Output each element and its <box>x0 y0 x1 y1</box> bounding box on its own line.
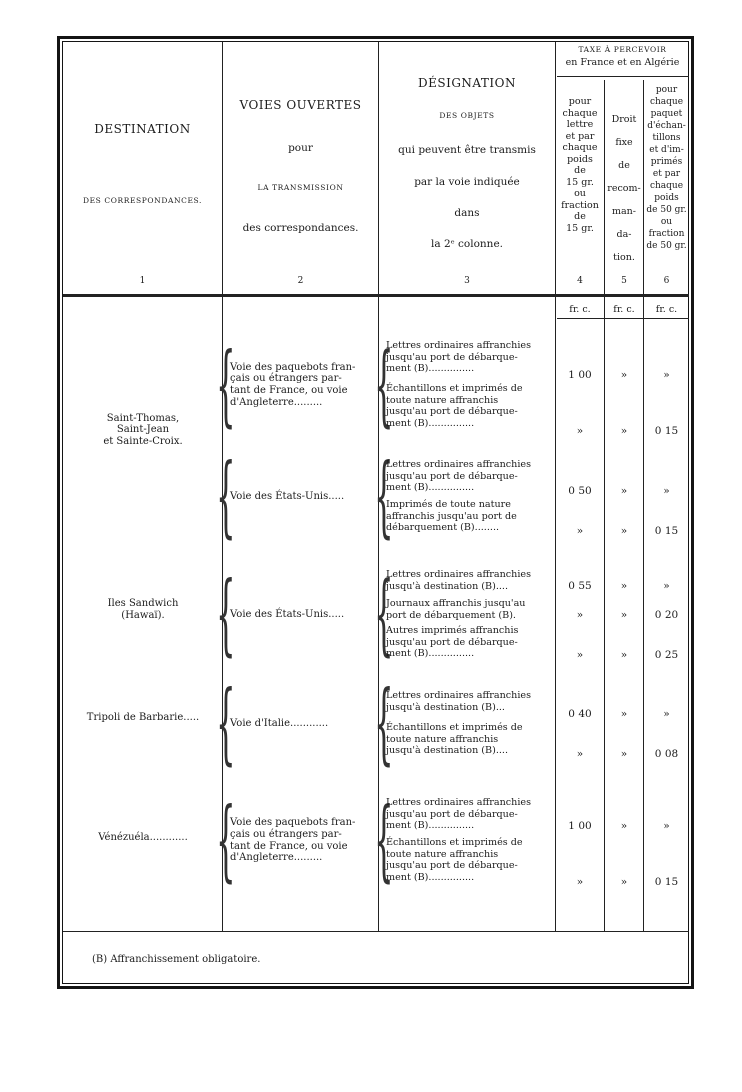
header-col-number-2: 2 <box>297 276 304 286</box>
value-c5: » <box>620 820 628 832</box>
header-designation-line2: DES OBJETS <box>439 111 495 120</box>
route-cell <box>230 609 375 621</box>
col4-header-line: chaque <box>562 107 598 119</box>
unit-col4: fr. c. <box>569 304 591 315</box>
object-line: ment (B)............... <box>386 820 475 832</box>
col4-header-line: 15 gr. <box>566 176 594 188</box>
header-voies-title: VOIES OUVERTES <box>239 98 362 112</box>
object-line: ment (B)............... <box>386 482 475 494</box>
header-col-number-6: 6 <box>663 276 670 286</box>
col6-header-line: d'échan- <box>647 121 686 131</box>
value-c4: » <box>576 649 584 661</box>
object-line: débarquement (B)........ <box>386 522 500 534</box>
value-c5: » <box>620 369 628 381</box>
value-c5: » <box>620 649 628 661</box>
header-col6-text <box>644 84 689 252</box>
object-line: port de débarquement (B). <box>386 609 516 621</box>
col6-header-line: et par <box>652 169 681 179</box>
object-cell <box>386 625 549 660</box>
value-c4: » <box>576 609 584 621</box>
value-c4: 0 55 <box>568 580 592 592</box>
taxe-rule <box>557 76 689 77</box>
value-c5: » <box>620 609 628 621</box>
col6-header-line: primés <box>650 157 683 167</box>
header-destination-title: DESTINATION <box>94 122 191 136</box>
value-c6: » <box>663 485 670 497</box>
object-line: jusqu'au port de débarque- <box>386 351 518 363</box>
value-c4: » <box>576 748 584 760</box>
object-cell <box>386 569 549 592</box>
header-col4-text <box>556 96 604 234</box>
object-line: jusqu'au port de débarque- <box>386 470 518 482</box>
col5-header-line: fixe <box>615 137 633 148</box>
value-c4: » <box>576 876 584 888</box>
col4-header-line: pour <box>568 96 592 107</box>
object-line: Autres imprimés affranchis <box>386 625 519 636</box>
object-cell <box>386 340 549 375</box>
object-cell <box>386 690 549 713</box>
value-c4: 0 50 <box>568 485 592 497</box>
col4-header-line: de <box>574 211 586 222</box>
header-designation-line3: qui peuvent être transmis <box>398 144 536 156</box>
col5-header-line: recom- <box>607 183 641 194</box>
value-c4: 1 00 <box>568 369 592 381</box>
value-c4: 1 00 <box>568 820 592 832</box>
object-brace: { <box>374 562 394 666</box>
col4-header-line: chaque <box>562 142 598 153</box>
left-brace: { <box>216 788 236 892</box>
header-col5-text <box>605 108 643 269</box>
object-line: jusqu'à destination (B).... <box>386 580 509 592</box>
object-cell <box>386 722 549 757</box>
object-line: Lettres ordinaires affranchies <box>386 797 532 808</box>
object-line: Échantillons et imprimés de <box>386 383 523 394</box>
header-designation-line6: la 2ᵉ colonne. <box>431 238 503 250</box>
destination-cell <box>64 413 222 448</box>
value-c6: 0 15 <box>654 525 679 537</box>
object-line: jusqu'au port de débarque- <box>386 860 518 872</box>
col4-header-line: poids <box>567 153 593 165</box>
destination-cell <box>64 832 222 844</box>
route-line: Voie des paquebots fran- <box>230 361 356 373</box>
col6-header-line: ou <box>660 217 673 227</box>
object-line: ment (B)............... <box>386 363 475 375</box>
left-brace: { <box>216 332 236 436</box>
object-brace: { <box>374 671 394 775</box>
object-brace: { <box>374 788 394 892</box>
col4-header-line: lettre <box>566 119 594 130</box>
header-bottom-rule <box>63 294 689 297</box>
destination-cell <box>64 598 222 622</box>
col6-header-line: de 50 gr. <box>646 241 687 251</box>
destination-line: et Sainte-Croix. <box>103 436 183 448</box>
object-brace: { <box>374 332 394 436</box>
col6-header-line: de 50 gr. <box>646 205 687 215</box>
col6-header-line: chaque <box>649 181 684 191</box>
route-line: çais ou étrangers par- <box>230 828 342 840</box>
object-line: Lettres ordinaires affranchies <box>386 459 532 470</box>
value-c6: 0 08 <box>654 748 679 760</box>
unit-col6: fr. c. <box>655 304 678 315</box>
col6-header-line: tillons <box>652 133 681 143</box>
object-line: jusqu'à destination (B).... <box>386 745 509 757</box>
value-c4: » <box>576 425 584 437</box>
header-designation-line4: par la voie indiquée <box>414 176 520 188</box>
value-c5: » <box>620 485 628 497</box>
object-line: jusqu'au port de débarque- <box>386 636 518 648</box>
object-line: Lettres ordinaires affranchies <box>386 690 532 701</box>
footnote-rule <box>63 931 689 932</box>
route-line: çais ou étrangers par- <box>230 373 342 385</box>
destination-line: Iles Sandwich <box>107 598 179 610</box>
value-c5: » <box>620 708 628 720</box>
object-line: Lettres ordinaires affranchies <box>386 340 532 351</box>
object-brace: { <box>374 444 394 548</box>
col4-header-line: et par <box>565 130 595 142</box>
object-line: toute nature affranchis <box>386 848 499 860</box>
value-c5: » <box>620 425 628 437</box>
route-cell <box>230 817 375 864</box>
value-c6: 0 15 <box>654 876 679 888</box>
header-destination-subtitle: DES CORRESPONDANCES. <box>82 196 203 205</box>
col6-header-line: paquet <box>650 109 683 119</box>
header-voies-line2: pour <box>288 142 313 154</box>
col4-header-line: ou <box>574 188 586 199</box>
col5-header-line: tion. <box>613 252 635 263</box>
destination-line: (Hawaï). <box>121 610 165 622</box>
route-line: d'Angleterre......... <box>230 852 323 864</box>
object-line: Lettres ordinaires affranchies <box>386 569 532 580</box>
object-cell <box>386 598 549 621</box>
object-line: Échantillons et imprimés de <box>386 837 523 848</box>
object-line: affranchis jusqu'au port de <box>386 510 517 522</box>
col5-header-line: man- <box>611 206 636 217</box>
destination-line: Saint-Jean <box>116 424 170 436</box>
object-cell <box>386 383 549 429</box>
col6-header-line: et d'im- <box>649 145 684 155</box>
value-c6: » <box>663 580 670 592</box>
footnote: (B) Affranchissement obligatoire. <box>92 954 261 965</box>
object-line: jusqu'au port de débarque- <box>386 406 518 418</box>
col6-header-line: fraction <box>648 229 685 239</box>
value-c6: » <box>663 708 670 720</box>
header-taxe-line2: en France et en Algérie <box>565 57 680 68</box>
header-col-number-4: 4 <box>577 276 583 286</box>
object-line: Journaux affranchis jusqu'au <box>386 598 526 609</box>
object-cell <box>386 797 549 832</box>
route-line: d'Angleterre......... <box>230 396 323 408</box>
object-line: ment (B)............... <box>386 871 475 883</box>
object-cell <box>386 837 549 883</box>
value-c5: » <box>620 580 628 592</box>
value-c6: » <box>663 820 670 832</box>
value-c6: 0 25 <box>654 649 679 661</box>
route-cell <box>230 362 375 409</box>
destination-line: Saint-Thomas, <box>106 412 180 424</box>
unit-rule <box>557 318 689 319</box>
value-c5: » <box>620 876 628 888</box>
left-brace: { <box>216 444 236 548</box>
value-c4: » <box>576 525 584 537</box>
object-line: toute nature affranchis <box>386 394 499 406</box>
destination-line: Vénézuéla............ <box>98 832 188 844</box>
header-col-number-1: 1 <box>139 276 146 286</box>
route-line: Voie d'Italie............ <box>230 717 329 729</box>
value-c6: 0 15 <box>654 425 679 437</box>
object-cell <box>386 499 549 534</box>
route-cell <box>230 718 375 730</box>
header-col-number-3: 3 <box>464 276 470 286</box>
col6-header-line: pour <box>655 85 678 95</box>
col4-header-line: 15 gr. <box>566 222 594 234</box>
col6-header-line: poids <box>654 193 679 203</box>
object-cell <box>386 459 549 494</box>
col5-header-line: de <box>618 160 630 171</box>
object-line: ment (B)............... <box>386 648 475 660</box>
route-line: tant de France, ou voie <box>230 385 348 397</box>
object-line: jusqu'à destination (B)... <box>386 701 505 713</box>
header-voies-line3: LA TRANSMISSION <box>257 183 344 192</box>
col6-header-line: chaque <box>649 97 684 107</box>
object-line: ment (B)............... <box>386 417 475 429</box>
value-c6: 0 20 <box>654 609 679 621</box>
route-cell <box>230 491 375 503</box>
col5-header-line: Droit <box>611 114 637 125</box>
destination-line: Tripoli de Barbarie..... <box>86 712 200 724</box>
col4-header-line: fraction <box>561 199 599 211</box>
header-col-number-5: 5 <box>621 276 627 286</box>
value-c5: » <box>620 748 628 760</box>
route-line: Voie des paquebots fran- <box>230 817 356 828</box>
header-designation-title: DÉSIGNATION <box>417 76 517 90</box>
col5-header-line: da- <box>616 229 632 240</box>
route-line: Voie des États-Unis..... <box>230 490 345 502</box>
object-line: Imprimés de toute nature <box>386 499 511 510</box>
left-brace: { <box>216 671 236 775</box>
left-brace: { <box>216 562 236 666</box>
value-c5: » <box>620 525 628 537</box>
header-designation-line5: dans <box>454 207 480 219</box>
header-voies-line4: des correspondances. <box>242 222 359 234</box>
object-line: jusqu'au port de débarque- <box>386 808 518 820</box>
destination-cell <box>64 712 222 724</box>
header-taxe-line1: TAXE À PERCEVOIR <box>578 45 667 54</box>
object-line: Échantillons et imprimés de <box>386 722 523 733</box>
col4-header-line: de <box>574 165 586 176</box>
route-line: Voie des États-Unis..... <box>230 608 345 620</box>
unit-col5: fr. c. <box>613 304 635 315</box>
value-c6: » <box>663 369 670 381</box>
object-line: toute nature affranchis <box>386 733 499 745</box>
route-line: tant de France, ou voie <box>230 840 348 852</box>
value-c4: 0 40 <box>568 708 592 720</box>
